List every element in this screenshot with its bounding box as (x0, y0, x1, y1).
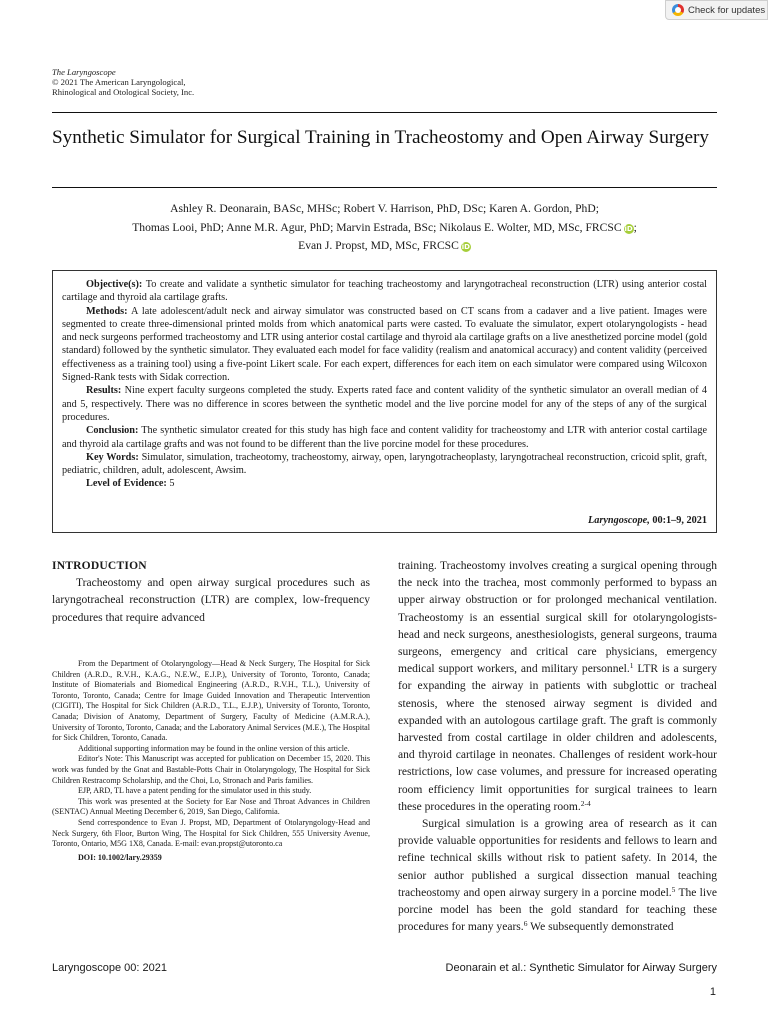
abstract-box (52, 270, 717, 533)
citation-ref[interactable]: 5 (671, 884, 676, 894)
running-footer-left: Laryngoscope 00: 2021 (52, 962, 167, 974)
right-column (398, 558, 717, 936)
check-for-updates-button[interactable] (665, 0, 768, 20)
methods-label: Methods: (86, 305, 128, 317)
methods-text: A late adolescent/adult neck and airway simulator was constructed based on CT scans from a cadaver and a live patient. Images were segmented to create three-dimensional printed molds from which anatomical parts were casted. To evaluate the simulator, expert otolaryngologists - head and neck surgeons performed tracheostomy and LTR using anterior costal cartilage and thyroid ala cartilage grafts on a live anesthetized porcine model (gold standard) followed by the synthetic simulator. They evaluated each model for face validity (realism and anatomical accuracy) and content validity (perceived effectiveness as a training tool) using a five-point Likert scale. For each expert, differences for each item on each simulator were compared using Wilcoxon Signed-Rank tests with Sidak correction. (62, 305, 707, 384)
results-label: Results: (86, 385, 122, 397)
authors-line-3 (52, 237, 717, 256)
footnote-presented: This work was presented at the Society for Ear Nose and Throat Advances in Children (SENTAC) Annual Meeting December 6, 2019, San Diego, California. (52, 796, 370, 817)
citation-ref[interactable]: 1 (629, 661, 634, 671)
abstract-evidence (62, 477, 707, 490)
crossmark-icon (672, 4, 684, 16)
footnote-correspondence: Send correspondence to Evan J. Propst, MD, Department of Otolaryngology-Head and Neck Surgery, 6th Floor, Burton Wing, The Hospital for Sick Children, 555 University Avenue, Toronto, Ontario, M5G 1X8, Canada. E-mail: evan.propst@utoronto.ca (52, 817, 370, 849)
citation-volume: 00:1–9, 2021 (649, 514, 707, 526)
left-column (52, 558, 370, 627)
copyright-line-2: Rhinological and Otological Society, Inc. (52, 87, 195, 97)
title-top-rule (52, 112, 717, 113)
body-text: Surgical simulation is a growing area of research as it can provide valuable opportunities for residents and fellows to learn and refine technical skills without risk to patient safety. In 2014, the senior author published a surgical dissection manual teaching tracheostomy and open airway surgery in a porcine model. (398, 818, 717, 899)
page-number: 1 (709, 986, 716, 998)
article-title: Synthetic Simulator for Surgical Training in Tracheostomy and Open Airway Surgery (52, 127, 709, 148)
title-bottom-rule (52, 187, 717, 188)
abstract-conclusion (62, 424, 707, 451)
author-list (52, 200, 717, 256)
keywords-text: Simulator, simulation, tracheotomy, tracheostomy, airway, open, laryngotracheoplasty, laryngotracheal reconstruction, cricoid split, graft, pediatric, children, adult, adolescent, Awsim. (62, 451, 707, 477)
doi-link[interactable]: DOI: 10.1002/lary.29359 (78, 852, 162, 862)
authors-line-2-end: ; (633, 220, 637, 234)
abstract-objective (62, 278, 707, 305)
abstract-citation (588, 514, 707, 527)
objective-label: Objective(s): (86, 279, 143, 290)
authors-line-2-text: Thomas Looi, PhD; Anne M.R. Agur, PhD; Marvin Estrada, BSc; Nikolaus E. Wolter, MD, MSc, FRCSC (132, 220, 622, 234)
authors-line-1: Ashley R. Deonarain, BASc, MHSc; Robert V. Harrison, PhD, DSc; Karen A. Gordon, PhD; (170, 202, 599, 215)
footnote-supporting-info: Additional supporting information may be found in the online version of this article. (78, 743, 350, 753)
abstract-results (62, 384, 707, 424)
evidence-label: Level of Evidence: (86, 478, 167, 490)
citation-ref[interactable]: 6 (523, 919, 528, 929)
body-text: The live porcine model has been the gold standard for teaching these procedures for many years. (398, 886, 717, 934)
footnote-editor-note: Editor's Note: This Manuscript was accepted for publication on December 15, 2020. This work was funded by the Gnat and Bastable-Potts Chair in Otolaryngology, The Hospital for Sick Children Restracomp Scholarship, and the Choi, Lo, Stronach and Paris families. (52, 754, 370, 785)
abstract-keywords (62, 451, 707, 478)
introduction-heading: INTRODUCTION (52, 560, 147, 572)
objective-text: To create and validate a synthetic simulator for teaching tracheostomy and laryngotracheal reconstruction (LTR) using anterior costal cartilage and thyroid ala cartilage grafts. (62, 279, 707, 304)
orcid-icon[interactable]: iD (461, 243, 470, 251)
intro-paragraph-1: Tracheostomy and open airway surgical procedures such as laryngotracheal reconstruction (LTR) are complex, low-frequency procedures that require advanced (52, 577, 370, 624)
evidence-text: 5 (166, 478, 175, 490)
check-for-updates-label: Check for updates (688, 4, 766, 16)
journal-name: The Laryngoscope (52, 67, 116, 77)
body-text: training. Tracheostomy involves creating a surgical opening through the neck into the trachea, most commonly performed to bypass an upper airway obstruction or for prolonged mechanical ventilation. Tracheostomy is an essential surgical skill for otolaryngologists-head and neck surgeons, anesthesiologists, general surgeons, trauma surgeons, emergency and critical care physicians, emergency medical support workers, and military personnel. (398, 560, 717, 676)
footnote-patent: EJP, ARD, TL have a patent pending for the simulator used in this study. (78, 786, 312, 796)
running-footer-right: Deonarain et al.: Synthetic Simulator for Airway Surgery (445, 962, 717, 974)
citation-ref[interactable]: 2-4 (580, 798, 591, 808)
results-text: Nine expert faculty surgeons completed the study. Experts rated face and content validity of the synthetic simulator an overall median of 4 and 5, respectively. There was no difference in scores between the synthetic model and the live porcine model for any of the steps of any of the surgical procedures. (62, 385, 707, 423)
orcid-icon[interactable]: iD (624, 224, 633, 233)
abstract-methods (62, 305, 707, 385)
footnote-affiliation: From the Department of Otolaryngology—Head & Neck Surgery, The Hospital for Sick Children (A.R.D., R.V.H., K.A.G., N.E.W., E.J.P.), University of Toronto, Toronto, Canada; Institute of Biomaterials and Biomedical Engineering (A.R.D., R.V.H., T.L.), University of Toronto, Toronto, Canada; Centre for Image Guided Innovation and Therapeutic Intervention (CIGITI), The Hospital for Sick Children (A.R.D., T.L., E.J.P.), University of Toronto, Toronto, Canada; Division of Anatomy, Department of Surgery, Faculty of Medicine (A.M.R.A.), University of Toronto, Toronto, Canada; and the Laboratory Animal Services (M.E.), The Hospital for Sick Children, Toronto, Canada. (52, 659, 370, 743)
conclusion-label: Conclusion: (86, 425, 139, 437)
authors-line-2 (52, 219, 717, 238)
authors-line-3-text: Evan J. Propst, MD, MSc, FRCSC (298, 239, 459, 252)
body-paragraph-2 (398, 816, 717, 936)
keywords-label: Key Words: (86, 451, 139, 463)
body-text: LTR is a surgery for expanding the airway in patients with subglottic or tracheal stenosis, where the stenosed airway segment is divided and expanded with an autologous cartilage graft. The graft is commonly harvested from costal cartilage in older children and adolescents, and thyroid cartilage in neonates. Challenges of resident work-hour restrictions, low case volumes, and pressure for increased operating room efficiency limit opportunities for surgical trainees to learn these procedures in the operating room. (398, 663, 717, 813)
body-paragraph-1 (398, 558, 717, 816)
conclusion-text: The synthetic simulator created for this study has high face and content validity for tracheostomy and LTR with anterior costal cartilage and thyroid ala cartilage grafts and was not found to be different than the live porcine model for these procedures. (62, 425, 707, 450)
journal-header (52, 67, 194, 97)
body-text: We subsequently demonstrated (527, 921, 674, 934)
citation-journal: Laryngoscope, (587, 514, 650, 526)
copyright-line-1: © 2021 The American Laryngological, (52, 77, 186, 87)
first-page-footnotes (52, 659, 370, 863)
